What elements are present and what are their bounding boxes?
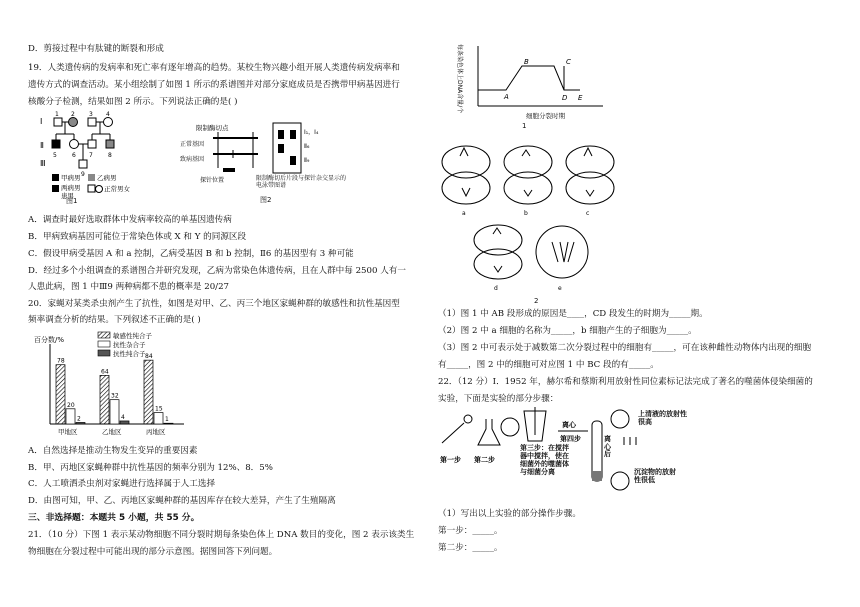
legend-label: 抗性杂合子 xyxy=(113,341,146,349)
svg-text:7: 7 xyxy=(89,152,93,159)
legend-d: 正常男女 xyxy=(104,185,130,193)
gel-label-site: 限制酶切点 xyxy=(196,124,229,132)
bar-0-0 xyxy=(56,365,65,424)
supernatant-label: 上清液的放射性很高 xyxy=(638,410,687,427)
svg-text:9: 9 xyxy=(81,171,85,178)
svg-text:e: e xyxy=(558,285,562,292)
q22-step2-blank: 第二步：_____。 xyxy=(438,543,503,553)
svg-text:a: a xyxy=(462,210,466,217)
svg-text:Ⅱ₆: Ⅱ₆ xyxy=(304,143,310,150)
bar-1-1 xyxy=(110,400,119,424)
gen-2-label: Ⅱ xyxy=(40,141,44,150)
bar-1-0 xyxy=(100,375,109,424)
bar-value-label: 78 xyxy=(57,357,65,365)
svg-text:6: 6 xyxy=(72,152,76,159)
q19-option-b: B．甲病致病基因可能位于常染色体或 X 和 Y 的同源区段 xyxy=(28,232,247,242)
step3-label: 第三步：在搅拌器中搅拌，使在细菌外的噬菌体与细菌分离 xyxy=(520,444,569,477)
dna-content-chart xyxy=(458,44,608,124)
q19-option-c: C．假设甲病受基因 A 和 a 控制，乙病受基因 B 和 b 控制，Ⅱ6 的基因型有 3 种可能 xyxy=(28,249,354,259)
step1-pipette xyxy=(442,415,472,443)
svg-text:E: E xyxy=(578,94,583,102)
q18-option-d: D．剪接过程中有肽键的断裂和形成 xyxy=(28,44,164,54)
q21-stem-2: 物细胞在分裂过程中可能出现的部分示意图。据图回答下列问题。 xyxy=(28,547,278,557)
q19-stem-3: 核酸分子检测，结果如图 2 所示。下列说法正确的是( ) xyxy=(28,97,238,107)
genotype-bar-chart xyxy=(34,328,224,440)
gen-3-label: Ⅲ xyxy=(40,159,46,168)
category-label: 乙地区 xyxy=(102,428,122,436)
q22-sub-1: （1）写出以上实验的部分操作步骤。 xyxy=(438,509,581,519)
q19-option-a: A．调查时最好选取群体中发病率较高的单基因遗传病 xyxy=(28,215,232,225)
cell-a xyxy=(442,146,490,204)
category-label: 丙地区 xyxy=(146,428,166,436)
svg-text:3: 3 xyxy=(89,111,93,118)
svg-text:2: 2 xyxy=(71,111,75,118)
q20-option-a: A．自然选择是推动生物发生变异的重要因素 xyxy=(28,446,198,456)
section-3-heading: 三、非选择题：本题共 5 小题，共 55 分。 xyxy=(28,513,200,523)
q22-stem-2: 实验，下面是实验的部分步骤： xyxy=(438,394,559,404)
legend-label: 敏感性纯合子 xyxy=(113,332,152,340)
chart-ylabel: 百分数/% xyxy=(34,336,65,344)
step4-label: 第四步 xyxy=(560,435,581,443)
cell-c xyxy=(566,146,614,204)
cell-e xyxy=(536,226,588,278)
q19-stem-2: 遗传方式的调查活动。某小组绘制了如图 1 所示的系谱图并对部分家庭成员是否携带甲病基因进行 xyxy=(28,80,400,90)
bar-value-label: 84 xyxy=(145,353,153,361)
legend-label: 抗性纯合子 xyxy=(113,350,146,358)
bar-value-label: 4 xyxy=(121,413,125,421)
fig2-number: 2 xyxy=(534,297,539,305)
bar-value-label: 20 xyxy=(67,401,75,409)
svg-text:C: C xyxy=(566,58,571,66)
svg-text:B: B xyxy=(524,58,529,66)
step2-flask xyxy=(478,418,519,445)
legend-a: 甲病男 xyxy=(61,174,81,182)
bar-2-2 xyxy=(164,423,173,424)
svg-text:A: A xyxy=(504,93,509,101)
bar-value-label: 1 xyxy=(165,416,169,424)
sediment-label: 沉淀物的放射性很低 xyxy=(634,468,676,485)
q21-sub-3-2: 有_____，图 2 中的细胞可对应图 1 中 BC 段的有_____。 xyxy=(438,360,659,370)
q20-option-d: D．由图可知，甲、乙、丙地区家蝇种群的基因库存在较大差异，产生了生殖隔离 xyxy=(28,496,336,506)
svg-text:b: b xyxy=(524,210,528,217)
bar-0-2 xyxy=(76,422,85,424)
q20-stem-1: 20．家蝇对某类杀虫剂产生了抗性，如图是对甲、乙、丙三个地区家蝇种群的敏感性和抗性基因型 xyxy=(28,299,400,309)
q19-option-d-2: 人患此病，图 1 中Ⅲ9 两种病都不患的概率是 20/27 xyxy=(28,282,230,292)
fig1-caption: 图1 xyxy=(66,197,78,205)
gel-label-disease: 致病基因 xyxy=(180,156,205,163)
bar-value-label: 15 xyxy=(155,405,163,413)
cell-d xyxy=(474,225,522,279)
q21-sub-2: （2）图 2 中 a 细胞的名称为_____，b 细胞产生的子细胞为_____。 xyxy=(438,326,697,336)
legend-swatch xyxy=(98,332,110,338)
gel-figure xyxy=(178,118,338,203)
bar-value-label: 64 xyxy=(101,368,109,376)
bar-value-label: 2 xyxy=(77,415,81,423)
q22-stem-1: 22．（12 分）Ⅰ．1952 年，赫尔希和蔡斯利用放射性同位素标记法完成了著名的噬菌体侵染细菌的 xyxy=(438,377,813,387)
centrifuge-label: 离心 xyxy=(562,421,576,429)
svg-text:Ⅰ₁，Ⅰ₄: Ⅰ₁，Ⅰ₄ xyxy=(304,129,319,136)
svg-text:8: 8 xyxy=(108,152,112,159)
svg-text:4: 4 xyxy=(106,111,110,118)
bar-0-1 xyxy=(66,409,75,424)
svg-text:5: 5 xyxy=(53,152,57,159)
cell-b xyxy=(504,146,552,204)
q20-option-b: B．甲、丙地区家蝇种群中抗性基因的频率分别为 12%、8．5% xyxy=(28,463,273,473)
pedigree-figure xyxy=(38,110,173,205)
svg-text:d: d xyxy=(494,285,498,292)
q21-sub-3-1: （3）图 2 中可表示处于减数第二次分裂过程中的细胞有_____，可在该种雌性动物体内出现的细胞 xyxy=(438,343,812,353)
fig2-caption: 图2 xyxy=(260,196,272,204)
fig1-number: 1 xyxy=(522,122,527,130)
category-label: 甲地区 xyxy=(58,428,78,436)
bar-value-label: 32 xyxy=(111,392,119,400)
dna-ylabel: 每条染色体上DNA含量/个 xyxy=(456,44,463,114)
legend-c2: 患男 xyxy=(61,192,74,200)
step2-label: 第二步 xyxy=(474,456,495,464)
legend-swatch xyxy=(98,341,110,347)
step3-mixer xyxy=(524,407,546,441)
gen-1-label: Ⅰ xyxy=(40,117,43,126)
q21-sub-1: （1）图 1 中 AB 段形成的原因是____，CD 段发生的时期为_____期。 xyxy=(438,309,708,319)
svg-text:Ⅱ₉: Ⅱ₉ xyxy=(304,157,310,164)
cell-division-diagrams xyxy=(438,130,658,300)
q20-option-c: C．人工喷洒杀虫剂对家蝇进行选择属于人工选择 xyxy=(28,479,216,489)
legend-b: 乙病男 xyxy=(97,174,117,182)
svg-text:1: 1 xyxy=(55,111,59,118)
step1-label: 第一步 xyxy=(440,456,461,464)
gel-label-normal: 正常基因 xyxy=(180,141,205,148)
q22-step1-blank: 第一步：_____。 xyxy=(438,526,503,536)
bar-2-0 xyxy=(144,360,153,424)
legend-swatch xyxy=(98,350,110,356)
svg-text:D: D xyxy=(562,94,568,102)
q19-option-d-1: D．经过多个小组调查的系谱图合并研究发现，乙病为常染色体遗传病，且在人群中每 2500 人有一 xyxy=(28,266,406,276)
dna-xlabel: 细胞分裂时期 xyxy=(526,112,565,120)
gel-label-probe: 探针位置 xyxy=(200,177,225,184)
q19-stem-1: 19．人类遗传病的发病率和死亡率有逐年增高的趋势。某校生物兴趣小组开展人类遗传病发病率和 xyxy=(28,63,400,73)
q21-stem-1: 21．（10 分）下图 1 表示某动物细胞不同分裂时期每条染色体上 DNA 数目的变化，图 2 表示该类生 xyxy=(28,530,415,540)
after-centrifuge-label: 离心后 xyxy=(604,435,611,459)
svg-text:c: c xyxy=(586,210,590,217)
bar-1-2 xyxy=(120,421,129,424)
legend-c: 两病男 xyxy=(61,184,81,192)
bar-2-1 xyxy=(154,413,163,424)
q20-stem-2: 频率调查分析的结果。下列叙述不正确的是( ) xyxy=(28,315,201,325)
gel-label-result: 限制酶切后片段与探针杂交显示的电泳带图谱 xyxy=(256,175,347,189)
